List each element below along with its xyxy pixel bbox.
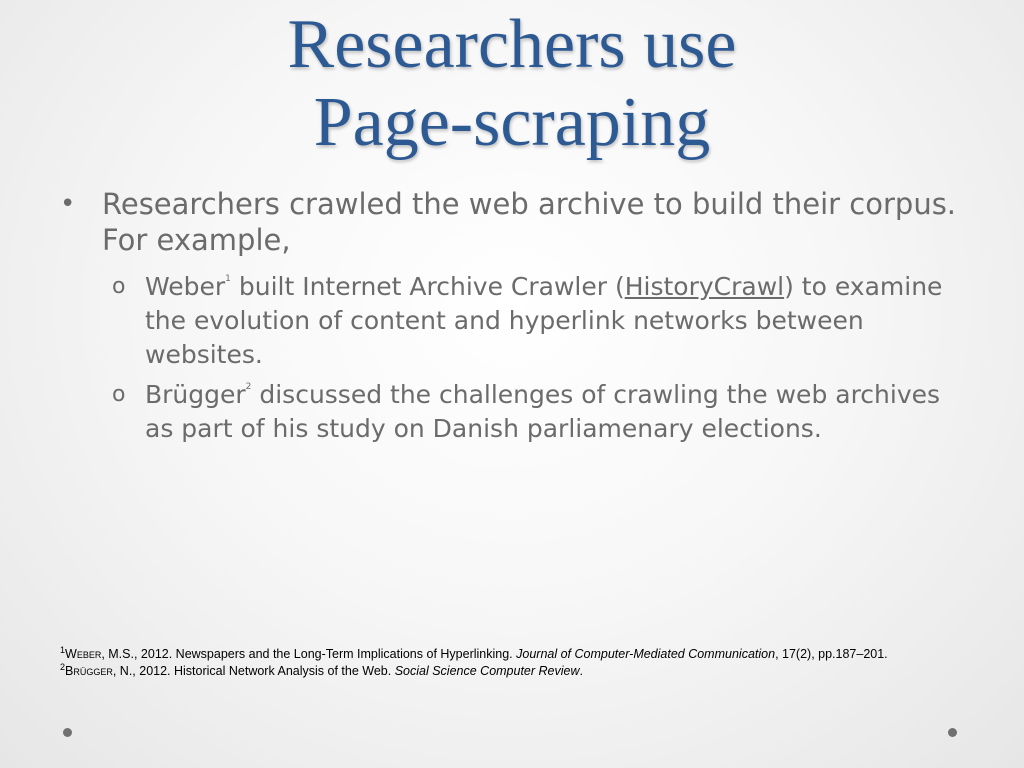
- weber-text-pre: built Internet Archive Crawler (: [230, 272, 625, 301]
- sub-bullet-brugger: [112, 378, 960, 446]
- slide-title-line1: Researchers use: [287, 6, 737, 83]
- weber-footnote-mark: 1: [225, 274, 231, 284]
- reference-2-rest: , N., 2012. Historical Network Analysis of the Web.: [112, 664, 395, 678]
- reference-1-rest: , M.S., 2012. Newspapers and the Long-Term Implications of Hyperlinking.: [101, 647, 517, 661]
- main-bullet-text: Researchers crawled the web archive to build their corpus. For example,: [102, 187, 957, 257]
- reference-2-number: 2: [60, 662, 66, 672]
- reference-1-tail: , 17(2), pp.187–201.: [775, 647, 888, 661]
- slide-content: [60, 186, 960, 452]
- historycrawl-link[interactable]: HistoryCrawl: [624, 272, 785, 301]
- main-bullet: [60, 186, 960, 258]
- reference-1-number: 1: [60, 645, 66, 655]
- sub-bullet-weber: [112, 270, 960, 372]
- bullet-marker: •: [60, 189, 76, 219]
- reference-2-author: Brügger: [65, 664, 113, 678]
- corner-dot-right: [948, 728, 957, 737]
- sub-bullet-marker: o: [112, 274, 126, 299]
- brugger-author: Brügger: [145, 380, 246, 409]
- references: [60, 646, 940, 680]
- sub-bullet-marker: o: [112, 382, 126, 407]
- weber-author: Weber: [145, 272, 226, 301]
- sub-bullet-list: [60, 270, 960, 446]
- reference-1: [60, 646, 940, 663]
- reference-2-tail: .: [579, 664, 583, 678]
- reference-1-author: Weber: [65, 647, 102, 661]
- weber-text-post: ) to examine the evolution of content and hyperlink networks between websites.: [145, 272, 943, 369]
- brugger-footnote-mark: 2: [245, 382, 252, 392]
- slide-title: [0, 6, 1024, 162]
- reference-1-journal: Journal of Computer-Mediated Communication: [516, 647, 776, 661]
- reference-2: [60, 663, 940, 680]
- brugger-text: discussed the challenges of crawling the web archives as part of his study on Danish parliamenary elections.: [145, 380, 941, 443]
- corner-dot-left: [63, 728, 72, 737]
- reference-2-journal: Social Science Computer Review: [394, 664, 580, 678]
- slide-title-line2: Page-scraping: [313, 84, 711, 161]
